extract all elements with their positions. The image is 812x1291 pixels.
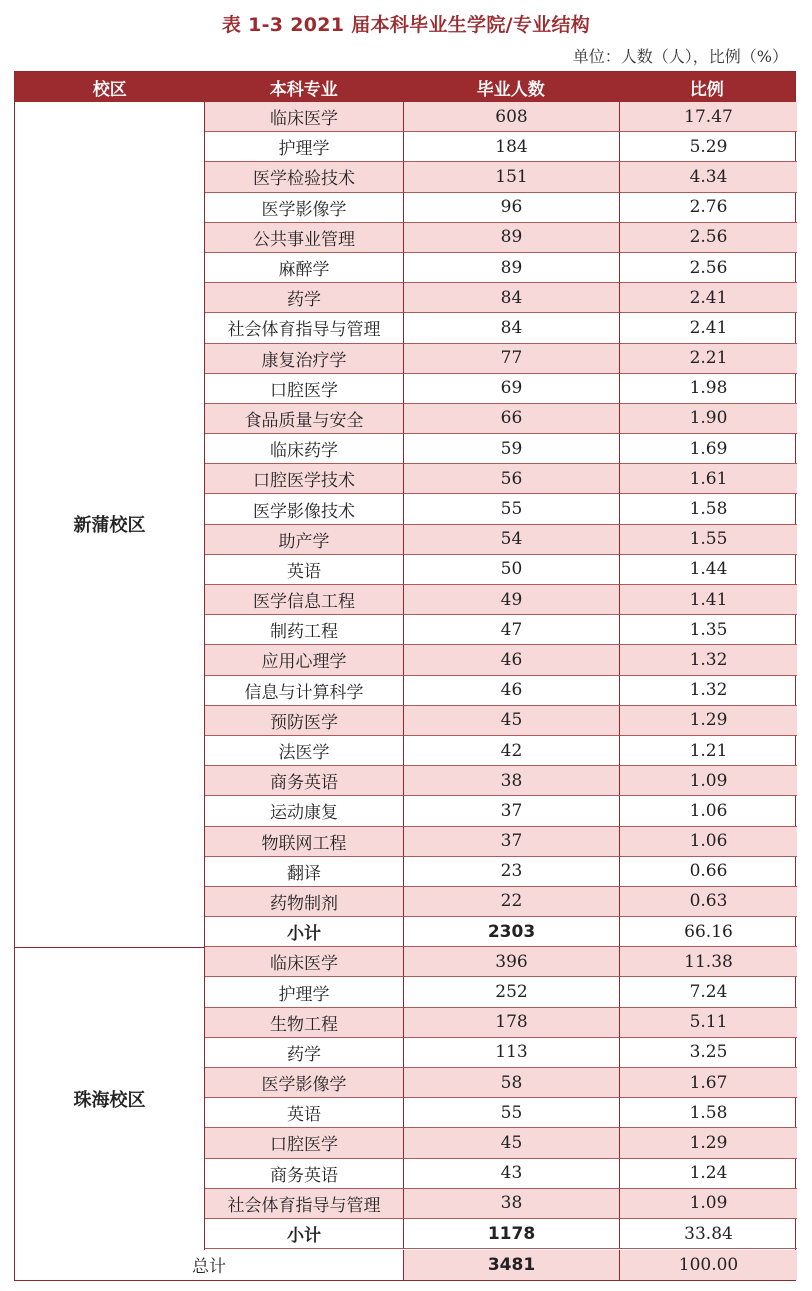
cell-ratio: 11.38 [620, 947, 797, 977]
cell-major: 口腔医学 [205, 1128, 404, 1158]
cell-major: 康复治疗学 [205, 344, 404, 374]
campus-zhuhai: 珠海校区 [15, 948, 205, 1250]
cell-ratio: 1.58 [620, 1098, 797, 1128]
cell-ratio: 1.32 [620, 645, 797, 675]
cell-count: 89 [404, 253, 620, 283]
cell-major: 麻醉学 [205, 253, 404, 283]
cell-major: 医学影像学 [205, 193, 404, 223]
cell-count: 55 [404, 1098, 620, 1128]
cell-count: 151 [404, 162, 620, 192]
unit-note: 单位：人数（人），比例（%） [572, 47, 788, 66]
cell-major: 制药工程 [205, 615, 404, 645]
table-row [205, 887, 797, 917]
cell-ratio: 4.34 [620, 162, 797, 192]
cell-count: 84 [404, 283, 620, 313]
cell-count: 22 [404, 887, 620, 917]
table-row [205, 615, 797, 645]
cell-ratio: 1.06 [620, 827, 797, 857]
cell-count: 84 [404, 313, 620, 343]
cell-major: 法医学 [205, 736, 404, 766]
cell-major: 商务英语 [205, 766, 404, 796]
table-row [205, 706, 797, 736]
table-row [205, 102, 797, 132]
header-ratio: 比例 [689, 79, 724, 100]
total-count: 3481 [404, 1250, 620, 1280]
cell-major: 英语 [205, 555, 404, 585]
cell-major: 医学影像技术 [205, 494, 404, 524]
table-row [205, 1008, 797, 1038]
table-row [205, 827, 797, 857]
cell-ratio: 1.61 [620, 464, 797, 494]
cell-count: 46 [404, 676, 620, 706]
cell-ratio: 1.32 [620, 676, 797, 706]
cell-count: 89 [404, 223, 620, 253]
cell-major: 药学 [205, 1038, 404, 1068]
table-row [205, 374, 797, 404]
cell-count: 58 [404, 1068, 620, 1098]
cell-ratio: 1.29 [620, 706, 797, 736]
cell-count: 252 [404, 977, 620, 1007]
cell-ratio: 5.29 [620, 132, 797, 162]
table-row [205, 1189, 797, 1219]
table-row [205, 313, 797, 343]
table-row [205, 1068, 797, 1098]
header-campus: 校区 [92, 79, 127, 100]
cell-count: 23 [404, 857, 620, 887]
table-row [205, 1098, 797, 1128]
table-row [205, 283, 797, 313]
cell-count: 38 [404, 766, 620, 796]
cell-count: 42 [404, 736, 620, 766]
table-row [205, 162, 797, 192]
cell-count: 54 [404, 525, 620, 555]
cell-ratio: 1.67 [620, 1068, 797, 1098]
cell-ratio: 1.29 [620, 1128, 797, 1158]
header-major: 本科专业 [269, 79, 338, 100]
cell-major: 应用心理学 [205, 645, 404, 675]
cell-major: 药学 [205, 283, 404, 313]
subtotal-row [205, 1219, 797, 1249]
cell-count: 55 [404, 494, 620, 524]
cell-count: 178 [404, 1008, 620, 1038]
cell-ratio: 3.25 [620, 1038, 797, 1068]
subtotal-count: 2303 [404, 917, 620, 947]
total-row [15, 1250, 797, 1280]
cell-count: 49 [404, 585, 620, 615]
cell-count: 184 [404, 132, 620, 162]
cell-major: 临床医学 [205, 947, 404, 977]
cell-major: 社会体育指导与管理 [205, 313, 404, 343]
table-row [205, 947, 797, 977]
cell-ratio: 5.11 [620, 1008, 797, 1038]
cell-ratio: 1.55 [620, 525, 797, 555]
total-ratio: 100.00 [620, 1250, 797, 1280]
table-row [205, 193, 797, 223]
cell-ratio: 1.58 [620, 494, 797, 524]
table-row [205, 434, 797, 464]
subtotal-row [205, 917, 797, 947]
cell-ratio: 1.98 [620, 374, 797, 404]
cell-count: 37 [404, 796, 620, 826]
table-row [205, 585, 797, 615]
cell-count: 43 [404, 1159, 620, 1189]
table-row [205, 645, 797, 675]
cell-ratio: 1.06 [620, 796, 797, 826]
cell-ratio: 2.41 [620, 313, 797, 343]
cell-major: 医学影像学 [205, 1068, 404, 1098]
table-header [15, 72, 795, 102]
cell-major: 护理学 [205, 977, 404, 1007]
cell-major: 口腔医学技术 [205, 464, 404, 494]
table-row [205, 344, 797, 374]
cell-ratio: 1.21 [620, 736, 797, 766]
cell-ratio: 2.76 [620, 193, 797, 223]
cell-major: 运动康复 [205, 796, 404, 826]
cell-major: 预防医学 [205, 706, 404, 736]
cell-major: 商务英语 [205, 1159, 404, 1189]
cell-ratio: 1.35 [620, 615, 797, 645]
cell-major: 食品质量与安全 [205, 404, 404, 434]
cell-major: 物联网工程 [205, 827, 404, 857]
campus-xinpu: 新蒲校区 [15, 102, 205, 948]
table-row [205, 494, 797, 524]
cell-major: 助产学 [205, 525, 404, 555]
cell-count: 59 [404, 434, 620, 464]
table-row [205, 796, 797, 826]
cell-major: 社会体育指导与管理 [205, 1189, 404, 1219]
table-row [205, 525, 797, 555]
cell-ratio: 2.21 [620, 344, 797, 374]
header-count: 毕业人数 [476, 79, 545, 100]
table-row [205, 676, 797, 706]
cell-count: 50 [404, 555, 620, 585]
cell-count: 46 [404, 645, 620, 675]
subtotal-count: 1178 [404, 1219, 620, 1249]
cell-ratio: 2.56 [620, 253, 797, 283]
subtotal-label: 小计 [205, 1219, 404, 1249]
table-row [205, 555, 797, 585]
table-row [205, 1159, 797, 1189]
table-row [205, 404, 797, 434]
cell-ratio: 1.24 [620, 1159, 797, 1189]
cell-ratio: 17.47 [620, 102, 797, 132]
cell-major: 临床医学 [205, 102, 404, 132]
cell-count: 69 [404, 374, 620, 404]
cell-ratio: 2.41 [620, 283, 797, 313]
cell-major: 药物制剂 [205, 887, 404, 917]
cell-ratio: 0.66 [620, 857, 797, 887]
cell-ratio: 1.90 [620, 404, 797, 434]
cell-count: 113 [404, 1038, 620, 1068]
table-row [205, 223, 797, 253]
cell-count: 47 [404, 615, 620, 645]
cell-major: 信息与计算科学 [205, 676, 404, 706]
table-row [205, 132, 797, 162]
subtotal-ratio: 66.16 [620, 917, 797, 947]
table-row [205, 1128, 797, 1158]
table-row [205, 857, 797, 887]
cell-count: 45 [404, 1128, 620, 1158]
cell-count: 66 [404, 404, 620, 434]
cell-ratio: 7.24 [620, 977, 797, 1007]
cell-ratio: 1.09 [620, 766, 797, 796]
cell-major: 医学信息工程 [205, 585, 404, 615]
cell-count: 608 [404, 102, 620, 132]
cell-major: 医学检验技术 [205, 162, 404, 192]
cell-count: 37 [404, 827, 620, 857]
subtotal-ratio: 33.84 [620, 1219, 797, 1249]
cell-count: 396 [404, 947, 620, 977]
table-row [205, 253, 797, 283]
cell-major: 口腔医学 [205, 374, 404, 404]
table-row [205, 766, 797, 796]
cell-major: 翻译 [205, 857, 404, 887]
cell-ratio: 1.09 [620, 1189, 797, 1219]
table-title: 表 1-3 2021 届本科毕业生学院/专业结构 [221, 14, 591, 36]
subtotal-label: 小计 [205, 917, 404, 947]
table-row [205, 977, 797, 1007]
table-row [205, 1038, 797, 1068]
cell-major: 护理学 [205, 132, 404, 162]
cell-major: 生物工程 [205, 1008, 404, 1038]
table-body [205, 102, 797, 1249]
cell-ratio: 1.69 [620, 434, 797, 464]
cell-count: 77 [404, 344, 620, 374]
cell-ratio: 2.56 [620, 223, 797, 253]
major-structure-table [14, 71, 796, 1281]
cell-ratio: 0.63 [620, 887, 797, 917]
cell-major: 英语 [205, 1098, 404, 1128]
total-label: 总计 [15, 1250, 404, 1280]
cell-major: 临床药学 [205, 434, 404, 464]
table-row [205, 736, 797, 766]
cell-count: 38 [404, 1189, 620, 1219]
cell-ratio: 1.41 [620, 585, 797, 615]
cell-count: 56 [404, 464, 620, 494]
cell-count: 96 [404, 193, 620, 223]
cell-major: 公共事业管理 [205, 223, 404, 253]
cell-ratio: 1.44 [620, 555, 797, 585]
table-row [205, 464, 797, 494]
cell-count: 45 [404, 706, 620, 736]
